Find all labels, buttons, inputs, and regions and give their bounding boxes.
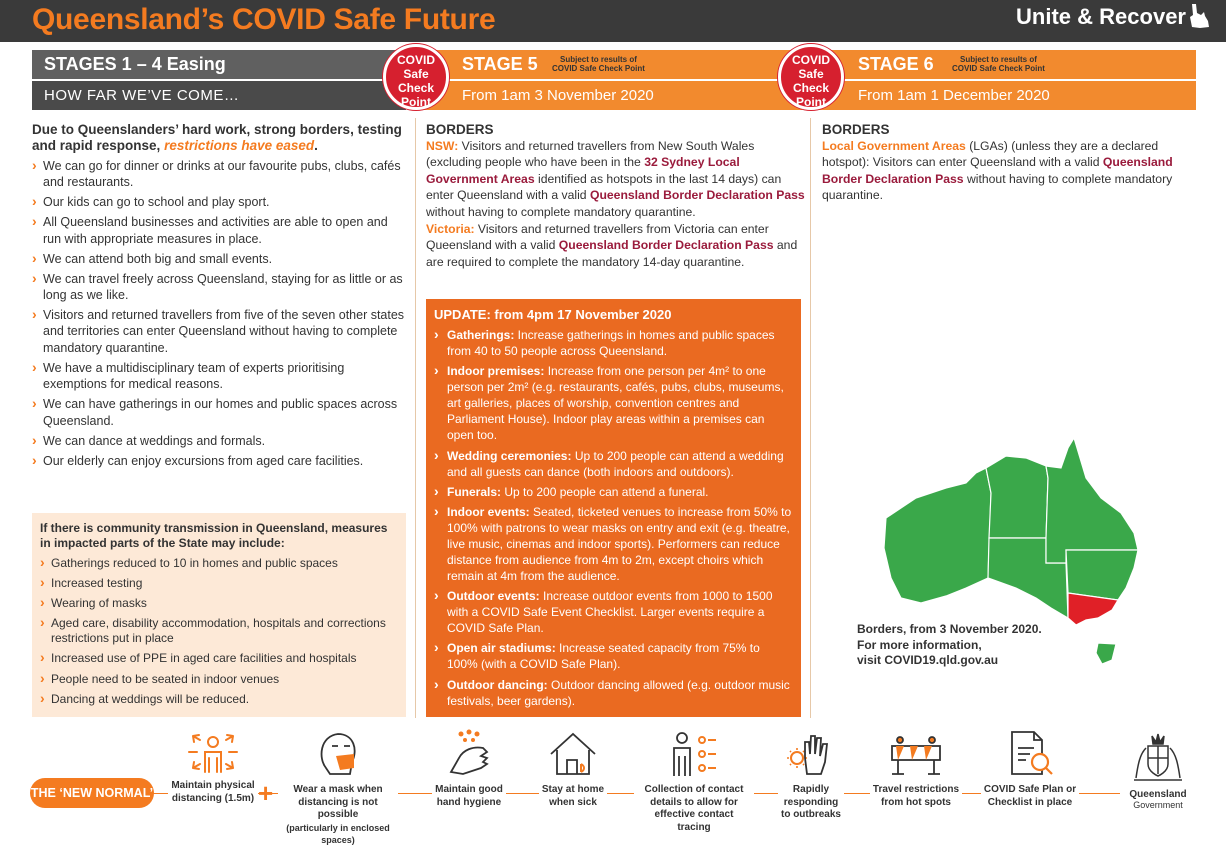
lga-paragraph: Local Government Areas (LGAs) (unless they are a declared hotspot): Visitors can enter Queensland with a valid Queensland Border Declaration Pass without having to complete mandatory quarantine. <box>822 139 1173 203</box>
queensland-government-logo <box>1118 728 1198 810</box>
stages-1-4-subtitle: HOW FAR WE’VE COME… <box>32 81 406 110</box>
list-item: › Gatherings: Increase gatherings in homes and public spaces from 40 to 50 people across Queensland. <box>434 327 793 359</box>
contact-tracing-icon <box>668 728 720 780</box>
lga-link[interactable]: Local Government Areas <box>822 139 966 153</box>
list-item: › We can attend both big and small events. <box>32 251 406 267</box>
footer-item-mask: Wear a mask when distancing is not possible (particularly in enclosed spaces) <box>278 728 398 848</box>
list-item: › We have a multidisciplinary team of experts prioritising exemptions for medical reasons. <box>32 360 406 393</box>
list-item: › We can dance at weddings and formals. <box>32 433 406 449</box>
stages-1-4-content <box>32 122 406 469</box>
new-normal-footer <box>0 728 1226 845</box>
list-item: › Our elderly can enjoy excursions from aged care facilities. <box>32 453 406 469</box>
map-note: Borders, from 3 November 2020. For more information, visit COVID19.qld.gov.au <box>857 622 1042 667</box>
distancing-icon <box>187 728 239 776</box>
column-divider <box>415 118 416 718</box>
list-item: › Outdoor events: Increase outdoor events from 1000 to 1500 with a COVID Safe Event Checklist. Larger events require a COVID Safe Plan. <box>434 588 793 636</box>
community-heading: If there is community transmission in Queensland, measures in impacted parts of the State may include: <box>40 521 388 550</box>
column-divider <box>810 118 811 718</box>
government-name: Queensland <box>1129 789 1187 800</box>
nsw-paragraph: NSW: Visitors and returned travellers from New South Wales (excluding people who have been in the 32 Sydney Local Government Areas identified as hotspots in the last 14 days) can enter Queensland with a valid Queensland Border Declaration Pass without having to complete mandatory quarantine. <box>426 139 805 219</box>
stage-5-title: STAGE 5 <box>462 54 538 74</box>
list-item: › Dancing at weddings will be reduced. <box>40 692 396 708</box>
list-item: › Increased testing <box>40 576 396 592</box>
map-region-wa <box>884 468 991 603</box>
list-item: › All Queensland businesses and activities are able to open and run with appropriate measures in place. <box>32 214 406 247</box>
update-list <box>434 327 793 708</box>
list-item: › Our kids can go to school and play sport. <box>32 194 406 210</box>
footer-item-travel: Travel restrictions from hot spots <box>856 728 976 810</box>
footer-item-safe-plan: COVID Safe Plan or Checklist in place <box>970 728 1090 810</box>
list-item: › Funerals: Up to 200 people can attend a funeral. <box>434 484 793 500</box>
raised-hand-icon <box>785 728 837 780</box>
border-pass-link[interactable]: Queensland Border Declaration Pass <box>589 188 805 203</box>
footer-item-hygiene: Maintain good hand hygiene <box>409 728 529 810</box>
home-icon <box>547 728 599 780</box>
brand-name: Unite & Recover <box>1016 4 1186 29</box>
list-item: › Aged care, disability accommodation, hospitals and corrections restrictions put in place <box>40 616 396 647</box>
community-transmission-box <box>32 513 406 717</box>
stage-6-title: STAGE 6 <box>858 54 934 74</box>
page-title: Queensland’s COVID Safe Future <box>32 3 496 36</box>
list-item: › People need to be seated in indoor venues <box>40 672 396 688</box>
footer-item-distancing: Maintain physical distancing (1.5m) <box>153 728 273 806</box>
list-item: › Outdoor dancing: Outdoor dancing allowed (e.g. outdoor music festivals, beer gardens). <box>434 677 793 709</box>
roadblock-icon <box>886 728 946 780</box>
update-heading: UPDATE: from 4pm 17 November 2020 <box>434 307 672 322</box>
map-region-nt <box>986 456 1048 538</box>
list-item: › Visitors and returned travellers from five of the seven other states and territories can enter Queensland without having to complete mandatory quarantine. <box>32 307 406 356</box>
list-item: › Indoor events: Seated, ticketed venues to increase from 50% to 100% with patrons to wear masks on entry and exit (e.g. theatre, live music, cinemas and indoor sports). Performers can reduce distance from audience from 4m to 2m, except choirs which remain at 4m from the audience. <box>434 504 793 584</box>
stage-6-date: From 1am 1 December 2020 <box>812 81 1196 110</box>
footer-item-contact-tracing: Collection of contact details to allow for effective contact tracing <box>634 728 754 835</box>
borders-heading: BORDERS <box>426 122 494 137</box>
borders-heading: BORDERS <box>822 122 890 137</box>
checklist-icon <box>1004 728 1056 780</box>
mask-icon <box>312 728 364 780</box>
sydney-lga-link[interactable]: 32 Sydney Local Government Areas <box>426 155 740 186</box>
list-item: › Increased use of PPE in aged care facilities and hospitals <box>40 651 396 667</box>
list-item: › Gatherings reduced to 10 in homes and public spaces <box>40 556 396 572</box>
footer-item-stay-home: Stay at home when sick <box>513 728 633 810</box>
stage-6-header <box>812 50 1196 110</box>
community-list <box>40 556 396 708</box>
list-item: › Open air stadiums: Increase seated capacity from 75% to 100% (with a COVID Safe Plan). <box>434 640 793 672</box>
stages-1-4-title: STAGES 1 – 4 Easing <box>32 50 406 79</box>
footer-item-outbreaks: Rapidly responding to outbreaks <box>751 728 871 822</box>
plus-icon: + <box>258 778 274 808</box>
list-item: › Indoor premises: Increase from one person per 4m² to one person per 2m² (e.g. restaurants, cafés, pubs, clubs, museums, art galleries, places of worship, convention centres and Parliament House). Indoor play areas within a premises can open too. <box>434 363 793 443</box>
covid-check-point-badge: COVID Safe Check Point <box>383 44 449 110</box>
hand-washing-icon <box>443 728 495 780</box>
map-region-qld <box>1046 438 1138 563</box>
update-box <box>426 299 801 717</box>
list-item: › Wearing of masks <box>40 596 396 612</box>
covid-check-point-badge: COVID Safe Check Point <box>778 44 844 110</box>
stage-5-header <box>416 50 802 110</box>
top-banner <box>0 0 1226 42</box>
map-region-tas <box>1096 643 1116 664</box>
new-normal-label: THE ‘NEW NORMAL’ <box>30 778 154 808</box>
stage-6-content <box>822 121 1188 204</box>
coat-of-arms-icon <box>1130 728 1186 784</box>
map-region-nsw <box>1066 550 1138 600</box>
stage-6-note: Subject to results of COVID Safe Check Point <box>952 55 1045 73</box>
border-pass-link[interactable]: Queensland Border Declaration Pass <box>558 238 774 253</box>
intro-text: Due to Queenslanders’ hard work, strong borders, testing and rapid response, restrictions have eased. <box>32 122 402 153</box>
stage-5-note: Subject to results of COVID Safe Check Point <box>552 55 645 73</box>
stage-5-content <box>426 121 806 270</box>
list-item: › We can travel freely across Queensland, staying for as little or as long as we like. <box>32 271 406 304</box>
victoria-paragraph: Victoria: Visitors and returned travellers from Victoria can enter Queensland with a valid Queensland Border Declaration Pass and are required to complete the mandatory 14-day quarantine. <box>426 222 798 269</box>
eased-list <box>32 158 406 469</box>
government-label: Government <box>1133 800 1183 810</box>
list-item: › We can go for dinner or drinks at our favourite pubs, clubs, cafés and restaurants. <box>32 158 406 191</box>
stages-1-4-header <box>32 50 406 110</box>
queensland-shape-icon <box>1188 3 1210 29</box>
stage-5-date: From 1am 3 November 2020 <box>416 81 802 110</box>
border-pass-link[interactable]: Queensland Border Declaration Pass <box>822 155 1173 186</box>
list-item: › We can have gatherings in our homes and public spaces across Queensland. <box>32 396 406 429</box>
list-item: › Wedding ceremonies: Up to 200 people can attend a wedding and all guests can dance (both indoors and outdoors). <box>434 448 793 480</box>
